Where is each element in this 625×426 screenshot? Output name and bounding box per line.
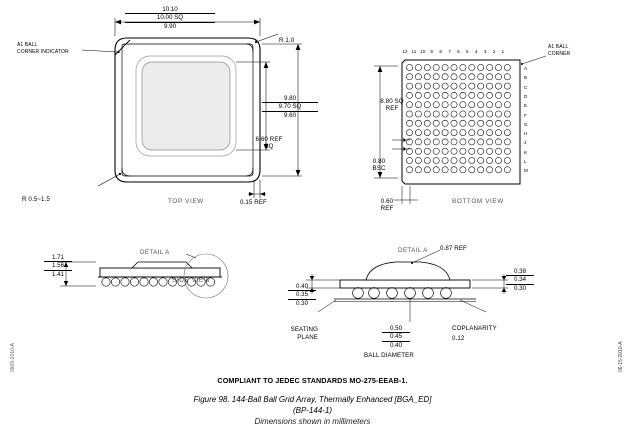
column-label: 8: [439, 49, 442, 54]
right-nom: 0.34: [506, 275, 534, 284]
ball-diameter-dimension: [382, 325, 410, 349]
pitch-2: BSC: [372, 165, 386, 173]
width-min: 9.90: [163, 22, 177, 30]
bottom-view-row-labels: [524, 66, 534, 180]
bottom-view-label: BOTTOM VIEW: [452, 198, 504, 205]
column-label: 6: [457, 49, 460, 54]
ball-dia-nom: 0.45: [382, 332, 410, 341]
left-min: 0.30: [295, 299, 309, 307]
pitch-1: 0.80: [372, 158, 386, 165]
edge-ref-label: 0.15 REF: [240, 199, 267, 206]
row-label: A: [524, 66, 528, 71]
side-view-height-dimension: [44, 254, 72, 278]
row-label: J: [524, 140, 527, 146]
row-label: F: [524, 112, 527, 118]
edge-ref-dimension: [371, 198, 403, 213]
column-label: 9: [430, 49, 433, 54]
row-label: H: [524, 131, 528, 137]
row-label: C: [524, 84, 528, 90]
top-view-label: TOP VIEW: [168, 198, 204, 205]
ball-dia-min: 0.40: [389, 341, 403, 349]
row-label: M: [524, 168, 528, 174]
figure-caption-line3: Dimensions shown in millimeters: [254, 417, 371, 426]
pitch-dimension: [363, 158, 395, 173]
row-label: G: [524, 121, 528, 127]
column-label: 2: [492, 49, 496, 54]
row-label: D: [524, 93, 528, 99]
right-max: 0.38: [513, 268, 527, 275]
detail-view-group: [300, 240, 600, 360]
side-view-group: [40, 240, 300, 320]
left-max: 0.40: [295, 283, 309, 290]
coplanarity-value: 0.12: [452, 335, 465, 342]
row-label: E: [524, 103, 528, 109]
side-view-label: SIDE VIEW: [172, 277, 211, 284]
detail-view-drawing: [300, 240, 600, 360]
a1-indicator-line1: A1 BALL: [17, 42, 38, 48]
figure-caption-line2: (BP-144-1): [292, 406, 333, 415]
column-label: 5: [466, 49, 469, 54]
column-label: 7: [448, 49, 451, 54]
column-label: 3: [483, 49, 487, 54]
left-nom: 0.35: [288, 290, 316, 299]
side-height-nom: 1.56: [44, 261, 72, 270]
right-min: 0.30: [513, 284, 527, 292]
row-label: L: [524, 159, 527, 164]
pad-ref-sq: SQ: [264, 143, 274, 150]
column-label: 12: [402, 49, 408, 54]
edge-ref-1: 0.60: [380, 198, 394, 205]
column-label: 11: [411, 49, 417, 54]
array-sq-ref-2: REF: [385, 105, 399, 113]
row-label: K: [524, 149, 528, 155]
width-nom: 10.00 SQ: [125, 13, 215, 22]
ball-dia-max: 0.50: [389, 325, 403, 332]
coplanarity-label: COPLANARITY: [452, 325, 497, 332]
side-view-detail-a-label: DETAIL A: [140, 249, 170, 256]
seating-plane-label: [258, 326, 318, 341]
corner-radius-small-label: R 0.5~1.5: [22, 196, 50, 203]
ball-diameter-label: BALL DIAMETER: [364, 352, 414, 359]
a1-ball-corner-indicator-label: [17, 42, 87, 55]
doc-code-right: 06-15-2010-A: [618, 341, 624, 372]
side-height-max: 1.71: [51, 254, 65, 261]
a1-corner-line1: A1 BALL: [548, 44, 569, 50]
width-max: 10.10: [162, 6, 178, 13]
edge-ref-2: REF: [380, 205, 394, 213]
figure-caption-line1: Figure 98. 144-Ball Ball Grid Array, Thermally Enhanced [BGA_ED]: [193, 395, 432, 404]
height-nom: 9.70 SQ: [262, 102, 318, 111]
bottom-view-column-labels: [402, 49, 522, 58]
detail-right-dimension: [506, 268, 534, 292]
column-label: 1: [501, 49, 505, 54]
a1-corner-line2: CORNER: [548, 50, 571, 57]
a1-indicator-line2: CORNER INDICATOR: [17, 48, 69, 55]
pad-ref-dimension: [238, 136, 300, 150]
corner-radius-label: R 1.0: [279, 37, 295, 44]
side-view-drawing: [40, 240, 300, 320]
height-max: 9.80: [283, 95, 297, 102]
side-height-min: 1.41: [51, 270, 65, 278]
detail-left-dimension: [288, 283, 316, 307]
top-view-width-dimension: [125, 6, 215, 30]
top-view-height-dimension: [262, 95, 318, 119]
pad-ref-value: 6.60 REF: [255, 136, 283, 143]
doc-code-left: 0905-2010-A: [10, 343, 16, 372]
detail-a-label: DETAIL A: [398, 247, 428, 254]
array-sq-ref-dimension: [372, 98, 412, 113]
compliant-note: COMPLIANT TO JEDEC STANDARDS MO-275-EEAB-1.: [217, 376, 408, 385]
seating-plane-1: SEATING: [290, 326, 318, 333]
column-label: 4: [474, 49, 478, 54]
array-sq-ref-1: 8.80 SQ: [380, 98, 404, 105]
a1-ball-corner-label: [548, 44, 570, 57]
row-label: B: [524, 75, 528, 81]
column-label: 10: [420, 49, 426, 54]
seating-plane-2: PLANE: [297, 333, 318, 341]
detail-top-ref: 0.87 REF: [440, 245, 467, 252]
height-min: 9.60: [283, 111, 297, 119]
